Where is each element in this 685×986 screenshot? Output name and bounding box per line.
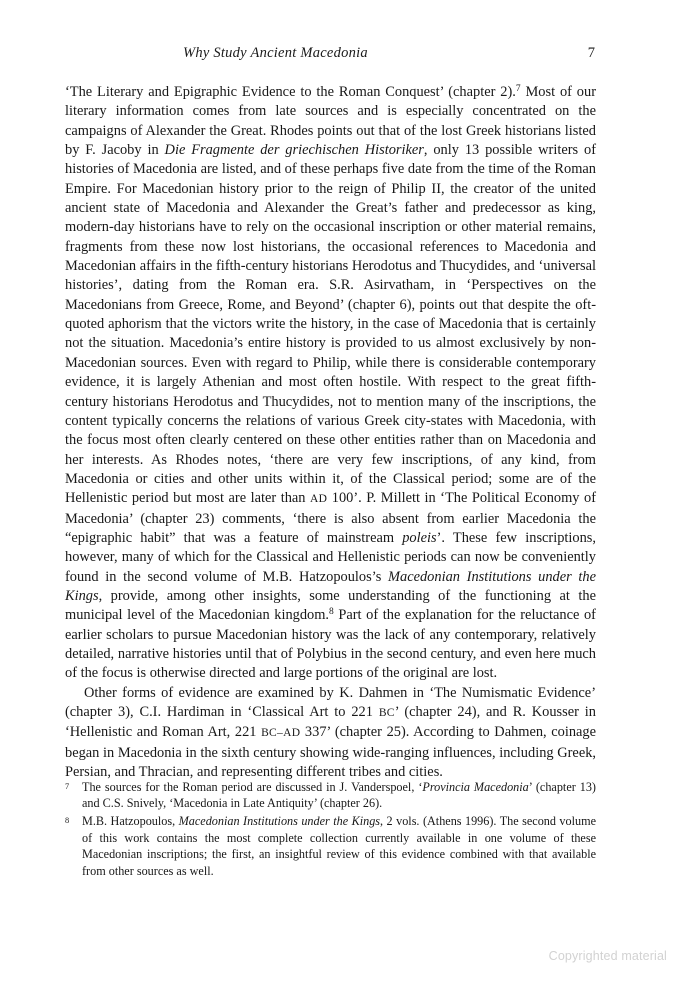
footnote-marker-7: 7 (65, 781, 70, 791)
term-poleis: poleis (402, 529, 437, 546)
copyright-watermark: Copyrighted material (548, 949, 667, 963)
paragraph-1-text: ‘The Literary and Epigraphic Evidence to the Roman Conquest’ (chapter 2).$^7$ Most of our literary information comes from late sources and is especially concentrated on the campaigns of Alexander the Great. Rhodes points out that of the lost Greek historians listed by F. Jacoby in Die Fragmente der griechischen Historiker, only 13 possible writers of histories of Macedonia are listed, and of these perhaps five date from the time of the Roman Empire. For Macedonian history prior to the reign of Philip II, the creator of the united ancient state of Macedonia and Alexander the Great’s father and predecessor as king, modern-day historians have to rely on the occasional inscription or other material remains, fragments from these now lost historians, the occasional references to Macedonia and Macedonian affairs in the fifth-century historians Herodotus and Thucydides, and ‘universal histories’, dating from the Roman era. S.R. Asirvatham, in ‘Perspectives on the Macedonians from Greece, Rome, and Beyond’ (chapter 6), points out that despite the oft-quoted aphorism that the victors write the history, in the case of Macedonia that is certainly not the situation. Macedonia’s entire history is provided to us almost exclusively by non-Macedonian sources. Even with regard to Philip, while there is considerable contemporary evidence, it is largely Athenian and most often hostile. With respect to the great fifth-century historians Herodotus and Thucydides, not to mention many of the inscriptions, the content typically concerns the relations of various Greek city-states with Macedonia, with the focus most often clearly centered on these other entities rather than on Macedonia and her interests. As Rhodes notes, ‘there are very few inscriptions, of any kind, from Macedonia or cities and other units within it, of the Classical period; some are of the Hellenistic period but most are later than AD 100’. P. Millett in ‘The Political Economy of Macedonia’ (chapter 23) comments, ‘there is also absent from earlier Macedonia the “epigraphic habit” that was a feature of mainstream poleis’. These few inscriptions, however, many of which for the Classical and Hellenistic periods can now be conveniently found in the second volume of M.B. Hatzopoulos’s Macedonian Institutions under the Kings, provide, among other insights, some understanding of the functioning at the municipal level of the Macedonian kingdom.$^8$ Part of the explanation for the reluctance of earlier scholars to pursue Macedonian history was the lack of any contemporary, relatively detailed, narrative histories until that of Polybius in the second century, and even here much of the focus is otherwise directed and large portions of the original are lost. (65, 84, 597, 682)
running-head (65, 45, 595, 65)
title-provincia-macedonia: Provincia Macedonia (422, 780, 529, 794)
title-macedonian-institutions: Macedonian Institutions under the Kings (65, 568, 596, 604)
footnote-ref-7[interactable]: 7 (515, 84, 521, 95)
footnote-7-text: The sources for the Roman period are discussed in J. Vanderspoel, ‘Provincia Macedonia’ (chapter 13) and C.S. Snively, ‘Macedonia in Late Antiquity’ (chapter 26). (82, 780, 596, 811)
paragraph-2-text: Other forms of evidence are examined by K. Dahmen in ‘The Numismatic Evidence’ (chapter 3), C.I. Hardiman in ‘Classical Art to 221 BC’ (chapter 24), and R. Kousser in ‘Hellenistic and Roman Art, 221 BC–AD 337’ (chapter 25). According to Dahmen, coinage began in Macedonia in the sixth century showing wide-ranging influences, including Greek, Persian, and Thracian, and representing different tribes and cities. (65, 684, 596, 781)
running-head-title: Why Study Ancient Macedonia (183, 45, 368, 61)
body-paragraph-2 (65, 684, 596, 783)
footnote-8 (65, 813, 596, 879)
footnote-7 (65, 779, 596, 812)
body-paragraph-1 (65, 83, 596, 684)
page-number: 7 (587, 45, 595, 61)
title-fragmente: Die Fragmente der griechischen Historiker (164, 142, 424, 159)
footnotes-block (65, 779, 596, 880)
footnote-8-text: M.B. Hatzopoulos, Macedonian Institutions under the Kings, 2 vols. (Athens 1996). The second volume of this work contains the most complete collection currently available in one volume of these Macedonian inscriptions; the first, an insightful review of this evidence combined with that available from other sources as well. (82, 814, 596, 878)
footnote-ref-8[interactable]: 8 (329, 607, 334, 618)
small-caps-ad: AD (310, 493, 328, 506)
title-macedonian-institutions-fn: Macedonian Institutions under the Kings (178, 814, 381, 829)
footnote-marker-8: 8 (65, 815, 70, 825)
body-text-block (65, 83, 596, 782)
small-caps-bc-ad: BC–AD (261, 727, 301, 740)
small-caps-bc: BC (378, 707, 395, 719)
